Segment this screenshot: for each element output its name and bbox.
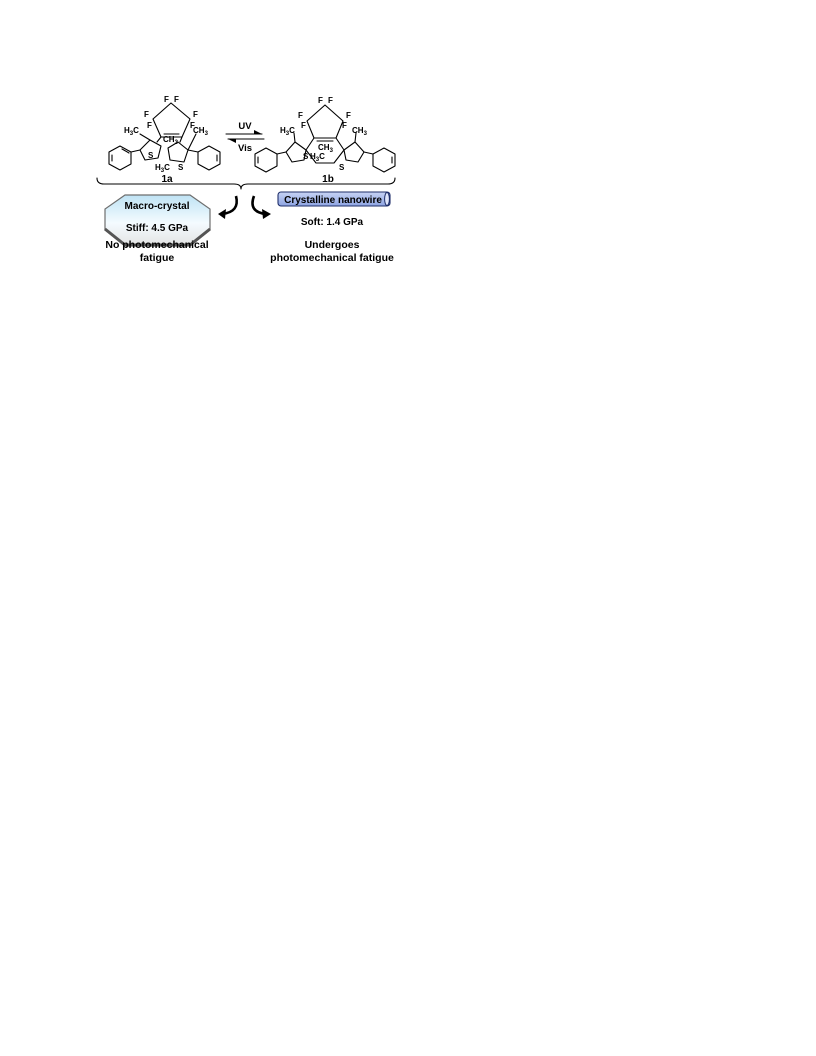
curved-arrow-right-head xyxy=(262,209,271,219)
equilibrium-arrows xyxy=(226,121,264,154)
right-caption-line2: photomechanical fatigue xyxy=(270,252,394,264)
grouping-brace xyxy=(97,178,395,189)
svg-text:S: S xyxy=(178,163,184,172)
cyclopentene-ring-1a xyxy=(153,103,190,137)
svg-text:S: S xyxy=(339,163,345,172)
svg-text:F: F xyxy=(144,110,149,119)
molecule-1b xyxy=(255,96,395,172)
curved-arrow-left-head xyxy=(218,209,226,219)
svg-text:S: S xyxy=(148,151,154,160)
cyclopentane-ring-1b xyxy=(307,105,343,138)
compound-1a-label: 1a xyxy=(161,174,173,185)
fluorine-atom: F xyxy=(164,95,169,104)
svg-text:H3C: $H_3C$ xyxy=(155,163,170,174)
soft-modulus-value: Soft: 1.4 GPa xyxy=(300,217,364,228)
curved-arrows xyxy=(218,196,271,219)
uv-label: UV xyxy=(238,121,252,132)
svg-text:CH3: $CH_3$ xyxy=(318,143,333,154)
svg-text:F: F xyxy=(174,95,179,104)
nanowire-title: Crystalline nanowire xyxy=(284,195,382,206)
molecule-1a xyxy=(109,95,220,174)
vis-label: Vis xyxy=(237,143,253,154)
svg-text:F: F xyxy=(147,121,152,130)
svg-text:F: F xyxy=(318,96,323,105)
nanowire-shape xyxy=(278,192,390,206)
svg-text:F: F xyxy=(328,96,333,105)
macro-crystal-title: Macro-crystal xyxy=(124,201,190,212)
svg-text:F: F xyxy=(298,111,303,120)
svg-text:H3C: $H_3C$ xyxy=(310,152,325,163)
svg-text:F: F xyxy=(193,110,198,119)
right-caption xyxy=(262,239,402,265)
right-caption-line1: Undergoes xyxy=(304,239,360,251)
svg-text:H3C: $H_3C$ xyxy=(124,126,139,137)
left-caption-line1: No photomechanical xyxy=(105,239,209,251)
compound-1b-label: 1b xyxy=(322,174,334,185)
svg-text:CH3: $CH_3$ xyxy=(163,135,178,146)
thiophene-right-1a xyxy=(168,142,188,162)
left-caption xyxy=(92,239,222,265)
svg-text:CH3: $CH_3$ xyxy=(193,126,208,137)
svg-text:F: F xyxy=(190,121,195,130)
svg-text:S: S xyxy=(303,152,309,161)
stiffness-value: Stiff: 4.5 GPa xyxy=(125,223,189,234)
svg-text:F: F xyxy=(346,111,351,120)
svg-text:CH3: $CH_3$ xyxy=(352,126,367,137)
svg-text:H3C: $H_3C$ xyxy=(280,126,295,137)
left-caption-line2: fatigue xyxy=(139,252,175,264)
svg-text:F: F xyxy=(342,121,347,130)
svg-text:F: F xyxy=(301,121,306,130)
thiophene-right-1b xyxy=(344,142,364,162)
